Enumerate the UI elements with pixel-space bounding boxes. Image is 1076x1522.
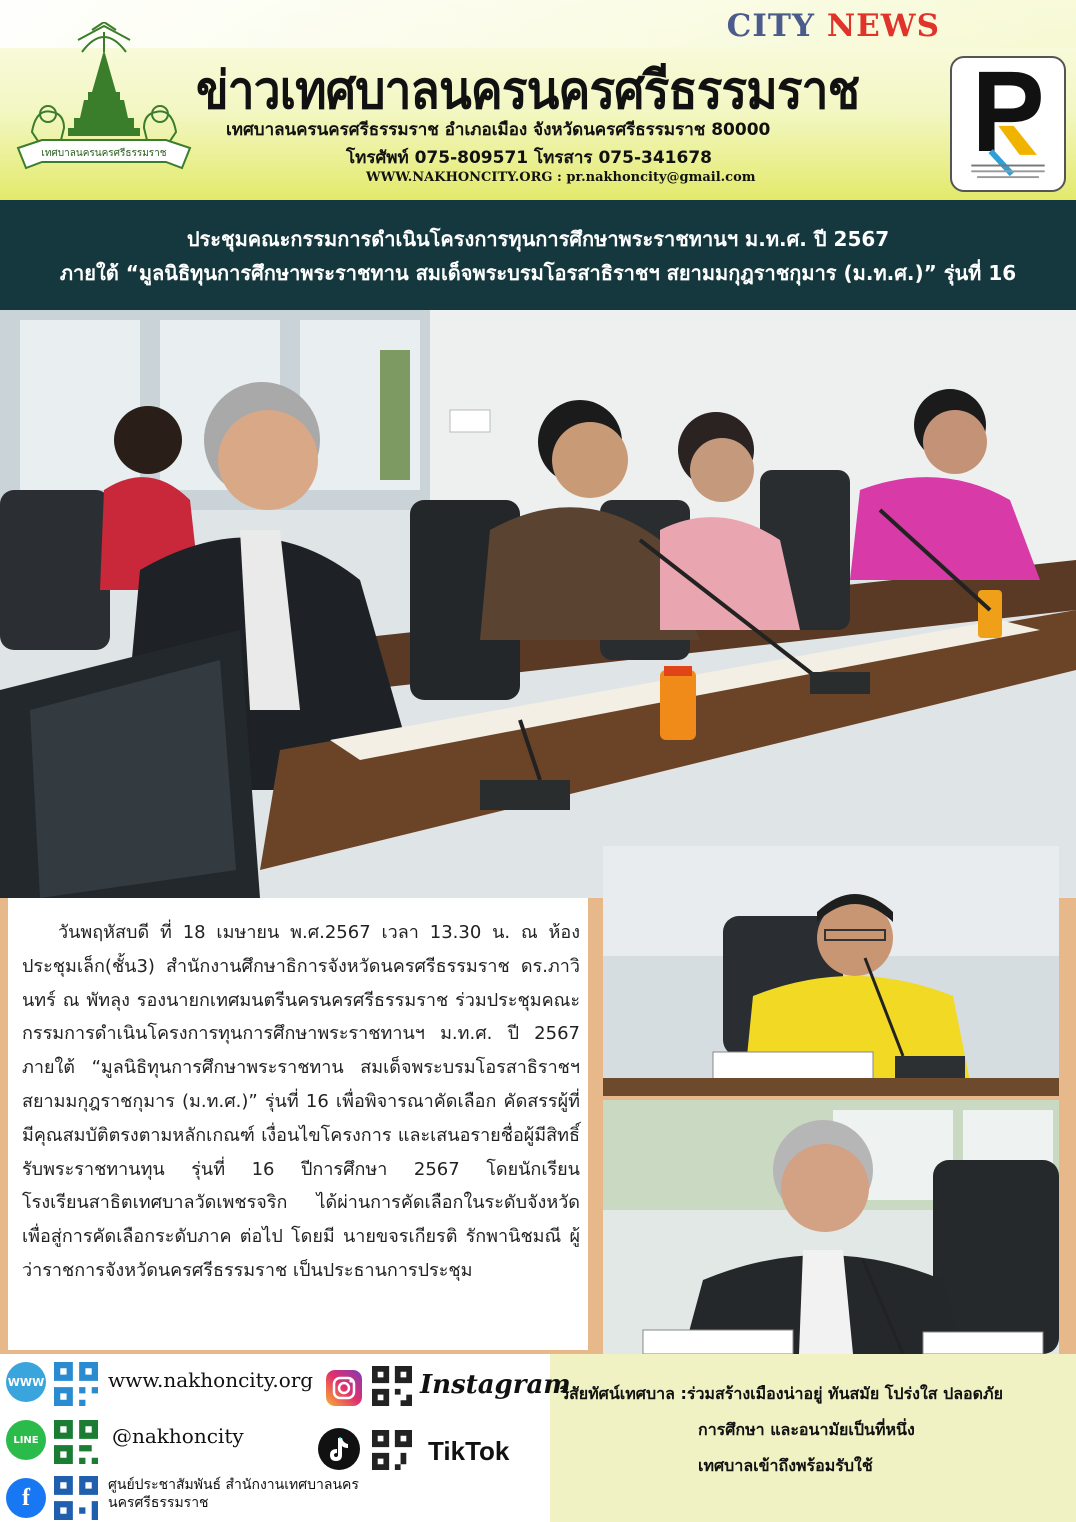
emblem-banner-text: เทศบาลนครนครศรีธรรมราช [41, 148, 167, 159]
article-body: วันพฤหัสบดี ที่ 18 เมษายน พ.ศ.2567 เวลา 13.30 น. ณ ห้องประชุมเล็ก(ชั้น3) สำนักงานศึกษาธิการจังหวัดนครศรีธรรมราช ดร.ภาวินทร์ ณ พัทลุง รองนายกเทศมนตรีนครนครศรีธรรมราช ร่วมประชุมคณะกรรมการดำเนินโครงการทุนการศึกษาพระราชทานฯ ม.ท.ศ. ปี 2567 ภายใต้ “มูลนิธิทุนการศึกษาพระราชทาน สมเด็จพระบรมโอรสาธิราชฯ สยามมกุฎราชกุมาร (ม.ท.ศ.)” รุ่นที่ 16 เพื่อพิจารณาคัดเลือก คัดสรรผู้ที่มีคุณสมบัติตรงตามหลักเกณฑ์ เงื่อนไขโครงการ และเสนอรายชื่อผู้มีสิทธิ์รับพระราชทานทุน รุ่นที่ 16 ปีการศึกษา 2567 โดยนักเรียนโรงเรียนสาธิตเทศบาลวัดเพชรจริก ได้ผ่านการคัดเลือกในระดับจังหวัด เพื่อสู่การคัดเลือกระดับภาค ต่อไป โดยมี นายขจรเกียรติ รักพานิชมณี ผู้ว่าราชการจังหวัดนครศรีธรรมราช เป็นประธานการประชุม [22, 922, 580, 1281]
vision-line-2: การศึกษา และอนามัยเป็นที่หนึ่ง [698, 1420, 915, 1439]
tiktok-label[interactable]: TikTok [428, 1436, 510, 1466]
article-text-box [8, 898, 588, 1350]
meeting-room-illustration [0, 310, 1076, 898]
news-word: NEWS [826, 8, 940, 44]
masthead [0, 0, 1076, 200]
line-qr-icon[interactable] [54, 1420, 98, 1464]
main-meeting-photo [0, 310, 1076, 898]
headline-line-2: ภายใต้ “มูลนิธิทุนการศึกษาพระราชทาน สมเด็จพระบรมโอรสาธิราชฯ สยามมกุฎราชกุมาร (ม.ท.ศ.)” รุ่นที่ 16 [59, 261, 1017, 285]
office-phone: โทรศัพท์ 075-809571 โทรสาร 075-341678 [346, 148, 712, 168]
office-web-email: WWW.NAKHONCITY.ORG : pr.nakhoncity@gmail.com [366, 170, 756, 185]
line-app-icon[interactable]: LINE [6, 1420, 46, 1460]
tiktok-qr-icon[interactable] [372, 1430, 412, 1470]
vice-mayor-photo [603, 1100, 1059, 1354]
instagram-label[interactable]: Instagram [420, 1370, 571, 1400]
chairperson-photo [603, 846, 1059, 1096]
headline-banner [0, 200, 1076, 310]
city-news-badge [727, 8, 940, 44]
newsletter-title: ข่าวเทศบาลนครนครศรีธรรมราช [196, 61, 860, 121]
instagram-icon[interactable] [326, 1370, 362, 1406]
city-word: CITY [726, 8, 816, 44]
vision-line-1: วิสัยทัศน์เทศบาล :ร่วมสร้างเมืองน่าอยู่ ทันสมัย โปร่งใส ปลอดภัย [560, 1384, 1003, 1403]
vice-mayor-illustration [603, 1100, 1059, 1354]
headline-line-1: ประชุมคณะกรรมการดำเนินโครงการทุนการศึกษาพระราชทานฯ ม.ท.ศ. ปี 2567 [186, 227, 890, 251]
facebook-icon[interactable]: f [6, 1478, 46, 1518]
website-qr-icon[interactable] [54, 1362, 98, 1406]
chairperson-illustration [603, 846, 1059, 1096]
pr-center-logo-icon [950, 56, 1066, 192]
tiktok-icon[interactable] [318, 1428, 360, 1470]
office-address: เทศบาลนครนครศรีธรรมราช อำเภอเมือง จังหวัดนครศรีธรรมราช 80000 [226, 120, 771, 140]
www-icon[interactable]: WWW [6, 1362, 46, 1402]
instagram-qr-icon[interactable] [372, 1366, 412, 1406]
footer [0, 1354, 1076, 1522]
municipality-emblem-icon [12, 22, 196, 182]
facebook-qr-icon[interactable] [54, 1476, 98, 1520]
website-link[interactable]: www.nakhoncity.org [108, 1368, 314, 1392]
pr-center-name[interactable]: ศูนย์ประชาสัมพันธ์ สำนักงานเทศบาลนครนครศรีธรรมราช [108, 1477, 359, 1511]
line-id-link[interactable]: @nakhoncity [112, 1424, 244, 1448]
vision-line-3: เทศบาลเข้าถึงพร้อมรับใช้ [698, 1456, 873, 1475]
